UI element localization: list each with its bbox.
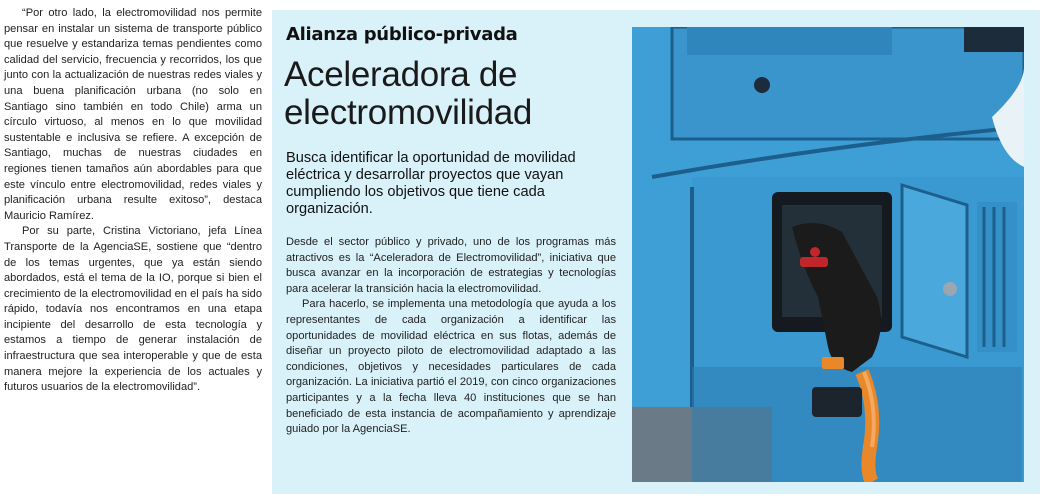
sidebar-deck: Busca identificar la oportunidad de movilidad eléctrica y desarrollar proyectos que vayan cumpliendo los objetivos que tiene cada organización. [286,150,576,217]
sidebar-box [272,10,1040,494]
left-article-column [4,6,262,396]
left-paragraph-1: “Por otro lado, la electromovilidad nos permite pensar en instalar un sistema de transporte público que resuelve y estandariza temas pendientes como calidad del servicio, frecuencia y recorridos, los que junto con la actualización de nuestras redes viales y una buena planificación urbana (no solo en Santiago sino también en todo Chile) arma un círculo virtuoso, al menos en lo que movilidad sustentable e inclusiva se refiere. A excepción de Santiago, muchas de nuestras ciudades en regiones tienen tamaños aún abordables para que este vínculo entre electromovilidad, redes viales y planificación urbana resulte exitoso”, destaca Mauricio Ramírez. [4,7,262,222]
ev-charger-photo [632,27,1024,482]
ev-charger-illustration [632,27,1024,482]
sidebar-headline: Aceleradora de electromovilidad [284,55,533,132]
sidebar-body-paragraph-1: Desde el sector público y privado, uno de los programas más atractivos es la “Aceleradora de Electromovilidad”, iniciativa que busca avanzar en la incorporación de estrategias y tecnologías para acelerar la transición hacia la electromovilidad. [286,236,616,295]
sidebar-body-paragraph-2: Para hacerlo, se implementa una metodología que ayuda a los representantes de cada organización a identificar las oportunidades de movilidad eléctrica en sus flotas, además de diseñar un proyecto piloto de electromovilidad adaptado a las condiciones, objetivos y necesidades particulares de cada organización. La iniciativa partió el 2019, con cinco organizaciones participantes y a la fecha lleva 40 instituciones que se han beneficiado de esta instancia de acompañamiento y aprendizaje guiado por la AgenciaSE. [286,298,616,436]
left-paragraph-2: Por su parte, Cristina Victoriano, jefa Línea Transporte de la AgenciaSE, sostiene que “dentro de los temas urgentes, que ya están siendo abordados, está el tema de la IO, porque si bien el crecimiento de la electromovilidad en el país ha sido rápido, todavía nos encontramos en una etapa incipiente del desarrollo de esta tecnología y estamos a tiempo de generar instalación de infraestructura que sea interoperable y que de esta manera mejore la experiencia de los actuales y futuros usuarios de la electromovilidad”. [4,225,262,394]
sidebar-body [286,235,616,438]
sidebar-kicker: Alianza público-privada [286,24,518,45]
